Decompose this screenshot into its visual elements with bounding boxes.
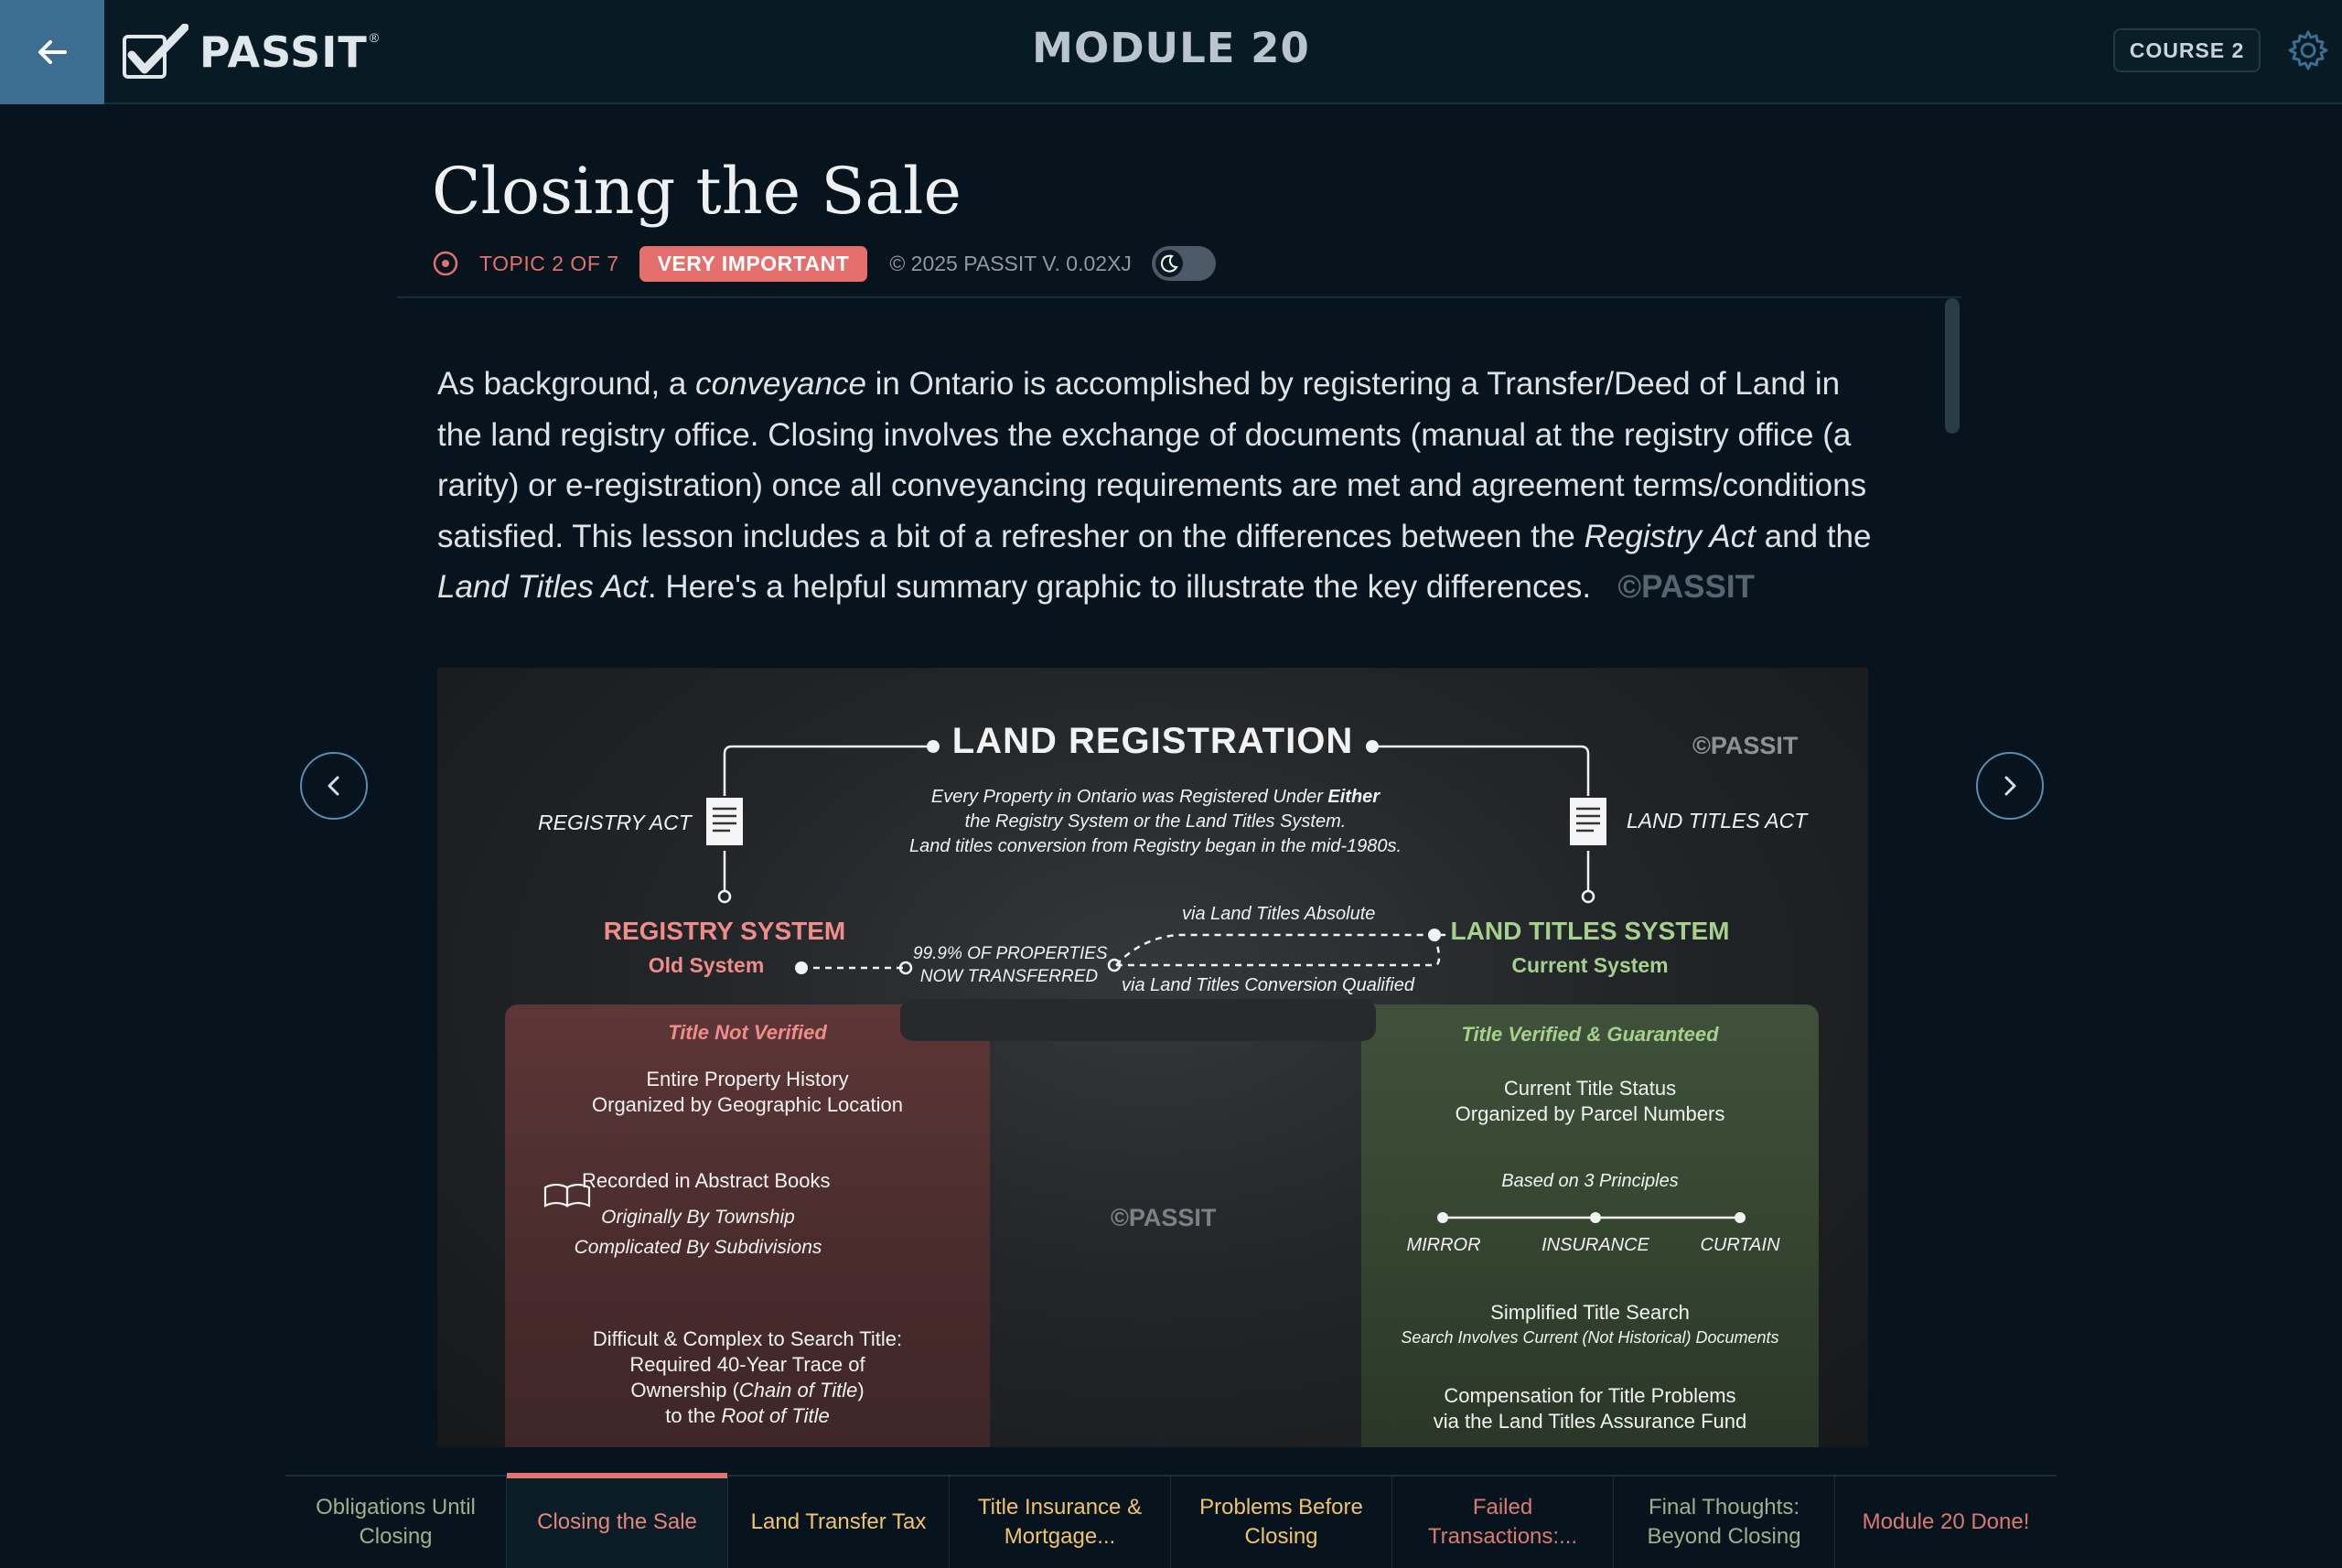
principle-mirror: MIRROR — [1406, 1235, 1481, 1255]
tab-closing-the-sale[interactable]: Closing the Sale — [507, 1477, 728, 1568]
difficulty-line-3c: ) — [857, 1379, 865, 1402]
transfer-percentage — [913, 942, 1108, 988]
transfer-percentage-line-2: NOW TRANSFERRED — [919, 967, 1099, 986]
lesson-paragraph — [437, 359, 1883, 613]
registry-system-sub: Old System — [648, 953, 765, 977]
lesson-text-2: in Ontario is accomplished by registering a Transfer/Deed of Land in the land registry office. Closing involves the exchange of documents (manual at the registry office (a rarity) or e-registration) once all conveyancing requirements are met and agreement terms/conditions satisfied. This lesson includes a bit of a refresher on the differences between the — [437, 366, 1867, 554]
tab-land-transfer-tax[interactable]: Land Transfer Tax — [728, 1477, 950, 1568]
land-titles-system-label: LAND TITLES SYSTEM — [1450, 917, 1730, 945]
assurance-line-1: Compensation for Title Problems — [1444, 1384, 1736, 1407]
infographic-watermark-center: ©PASSIT — [1111, 1204, 1217, 1231]
lesson-text-1: As background, a — [437, 366, 696, 402]
registry-history-line-1: Entire Property History — [646, 1068, 849, 1090]
logo-text: PASSIT — [199, 27, 368, 77]
status-line-2: Organized by Parcel Numbers — [1455, 1102, 1725, 1125]
chevron-left-icon — [320, 772, 348, 800]
via-absolute-label: via Land Titles Absolute — [1182, 904, 1376, 924]
intro-line-2: the Registry System or the Land Titles System. — [964, 811, 1347, 832]
principles-label: Based on 3 Principles — [1501, 1171, 1679, 1191]
carousel-next-button[interactable] — [1976, 752, 2044, 820]
lesson-text-4: . Here's a helpful summary graphic to illustrate the key differences. — [647, 569, 1592, 605]
difficulty-line-4a: to the — [665, 1404, 722, 1427]
version-label: © 2025 PASSIT V. 0.02XJ — [889, 251, 1132, 275]
land-registration-infographic — [437, 668, 1868, 1447]
top-bar — [0, 0, 2342, 104]
logo-registered-mark: ® — [369, 30, 380, 45]
assurance-fund — [1361, 1383, 1819, 1434]
chevron-right-icon — [1996, 772, 2024, 800]
moon-icon — [1159, 253, 1179, 274]
topic-counter: TOPIC 2 OF 7 — [479, 251, 619, 275]
content-scrollbar[interactable] — [1945, 298, 1960, 434]
intro-emphasis: Either — [1327, 787, 1380, 807]
dark-mode-toggle[interactable] — [1152, 246, 1216, 281]
settings-button[interactable] — [2287, 29, 2329, 71]
module-title: MODULE 20 — [1032, 24, 1310, 72]
arrow-left-icon — [34, 34, 70, 70]
chain-of-title-term: Chain of Title — [738, 1379, 858, 1402]
checkmark-logo-icon — [121, 24, 188, 81]
course-button[interactable]: COURSE 2 — [2113, 28, 2261, 72]
target-icon — [432, 250, 459, 277]
registry-history — [505, 1067, 990, 1118]
land-titles-act-label: LAND TITLES ACT — [1627, 809, 1808, 832]
importance-badge: VERY IMPORTANT — [639, 246, 868, 282]
land-titles-document-icon — [1570, 798, 1606, 845]
registry-search-difficulty — [505, 1326, 990, 1429]
infographic-watermark-top: ©PASSIT — [1692, 732, 1799, 759]
tab-failed-transactions[interactable]: Failed Transactions:... — [1392, 1477, 1614, 1568]
via-conversion-label: via Land Titles Conversion Qualified — [1122, 975, 1414, 995]
simplified-search-sub: Search Involves Current (Not Historical) Documents — [1401, 1328, 1779, 1347]
principle-insurance: INSURANCE — [1542, 1235, 1649, 1255]
land-titles-panel-heading: Title Verified & Guaranteed — [1461, 1023, 1719, 1046]
intro-line-1: Every Property in Ontario was Registered Under — [930, 787, 1328, 807]
infographic-title: LAND REGISTRATION — [951, 721, 1354, 761]
back-button[interactable] — [0, 0, 104, 104]
logo — [121, 16, 379, 88]
simplified-search: Simplified Title Search — [1490, 1301, 1690, 1324]
difficulty-line-3a: Ownership ( — [630, 1379, 739, 1402]
abstract-books-details — [492, 1202, 904, 1262]
tab-module-done[interactable]: Module 20 Done! — [1862, 1509, 2030, 1534]
subdivisions-line: Complicated By Subdivisions — [574, 1237, 822, 1258]
difficulty-line-1: Difficult & Complex to Search Title: — [592, 1327, 903, 1350]
status-line-1: Current Title Status — [1503, 1077, 1677, 1100]
assurance-line-2: via the Land Titles Assurance Fund — [1433, 1410, 1747, 1433]
lesson-term-land-titles-act: Land Titles Act — [437, 569, 648, 605]
lesson-title: Closing the Sale — [432, 154, 962, 229]
infographic-intro — [803, 785, 1508, 859]
tab-obligations-until-closing[interactable]: Obligations Until Closing — [285, 1477, 507, 1568]
registry-act-label: REGISTRY ACT — [538, 811, 692, 834]
township-line: Originally By Township — [601, 1207, 795, 1228]
abstract-books-label: Recorded in Abstract Books — [582, 1169, 831, 1192]
toggle-knob — [1155, 250, 1183, 277]
header-divider — [397, 296, 1961, 298]
registry-panel-heading: Title Not Verified — [668, 1021, 827, 1044]
transfer-percentage-line-1: 99.9% OF PROPERTIES — [913, 944, 1108, 963]
gear-icon — [2287, 29, 2329, 71]
registry-document-icon — [706, 798, 743, 845]
tab-problems-before-closing[interactable]: Problems Before Closing — [1171, 1477, 1392, 1568]
land-titles-system-sub: Current System — [1511, 953, 1669, 977]
text-watermark: ©PASSIT — [1617, 569, 1755, 605]
tab-title-insurance-mortgage[interactable]: Title Insurance & Mortgage... — [950, 1477, 1171, 1568]
carousel-prev-button[interactable] — [300, 752, 368, 820]
tab-final-thoughts[interactable]: Final Thoughts: Beyond Closing — [1614, 1477, 1835, 1568]
registry-history-line-2: Organized by Geographic Location — [592, 1093, 903, 1116]
intro-line-3: Land titles conversion from Registry began in the mid-1980s. — [908, 836, 1402, 856]
difficulty-line-2: Required 40-Year Trace of — [629, 1353, 865, 1376]
registry-system-label: REGISTRY SYSTEM — [603, 917, 846, 945]
lesson-text-3: and the — [1755, 518, 1872, 554]
principle-curtain: CURTAIN — [1700, 1235, 1780, 1255]
lesson-meta — [432, 243, 1216, 284]
lesson-term-registry-act: Registry Act — [1584, 518, 1756, 554]
land-titles-status — [1361, 1076, 1819, 1127]
root-of-title-term: Root of Title — [721, 1404, 830, 1427]
lesson-term-conveyance: conveyance — [695, 366, 866, 402]
topic-tabbar — [285, 1475, 2057, 1568]
